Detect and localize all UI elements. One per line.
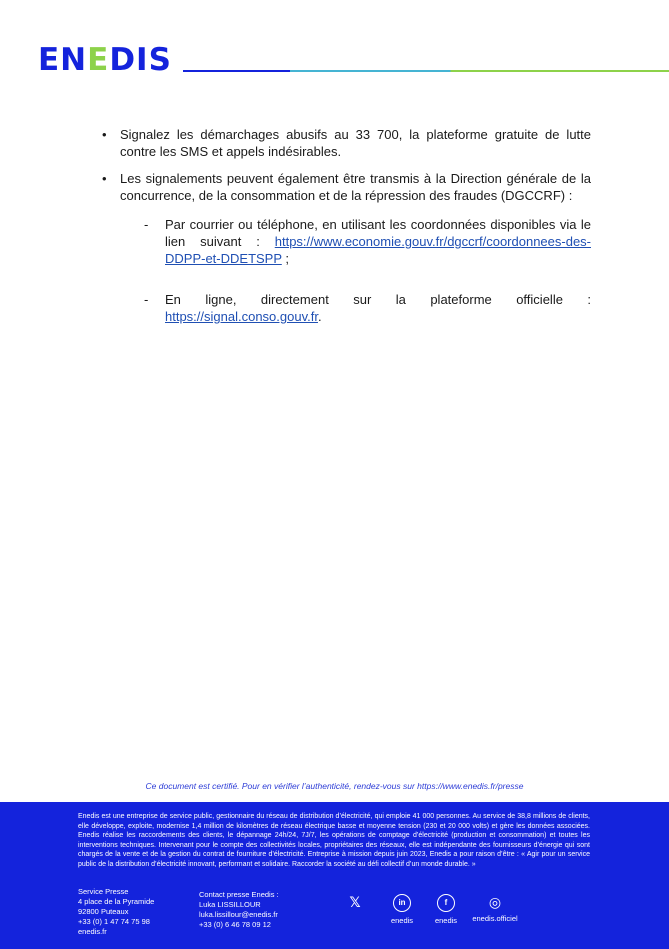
- punctuation: ;: [281, 251, 290, 266]
- sub-item-en-ligne: [120, 291, 591, 325]
- signal-conso-link[interactable]: https://signal.conso.gouv.fr: [165, 309, 318, 324]
- social-label: enedis.officiel: [472, 914, 518, 923]
- footer: [0, 802, 669, 949]
- contact-title: Contact presse Enedis :: [199, 890, 279, 899]
- contact-presse: [199, 890, 279, 930]
- punctuation: .: [317, 309, 322, 324]
- list-item: [96, 126, 591, 160]
- facebook-icon[interactable]: f: [437, 894, 455, 912]
- phone: +33 (0) 1 47 74 75 98: [78, 917, 150, 926]
- sub-item-courrier: [120, 216, 591, 267]
- bullet-text-33700: Signalez les démarchages abusifs au 33 700, la plateforme gratuite de lutte contre les SMS et appels indésirables.: [120, 127, 591, 159]
- contact-name: Luka LISSILLOUR: [199, 900, 261, 909]
- bullet-text-dgccrf: Les signalements peuvent également être transmis à la Direction générale de la concurrence, de la consommation et de la répression des fraudes (DGCCRF) :: [120, 171, 591, 203]
- sub-item-text: En ligne, directement sur la plateforme officielle :: [165, 292, 591, 307]
- social-instagram[interactable]: [460, 894, 530, 923]
- service-title: Service Presse: [78, 887, 129, 896]
- contact-email[interactable]: luka.lissillour@enedis.fr: [199, 910, 278, 919]
- address-line: 92800 Puteaux: [78, 907, 129, 916]
- contact-phone: +33 (0) 6 46 78 09 12: [199, 920, 271, 929]
- enedis-logo: ENEDIS: [38, 42, 172, 78]
- sub-item-text: Par courrier ou téléphone, en utilisant les coordonnées disponibles via le lien suivant :: [165, 217, 591, 249]
- linkedin-icon[interactable]: in: [393, 894, 411, 912]
- instagram-icon[interactable]: ◎: [488, 894, 502, 910]
- dgccrf-link[interactable]: https://www.economie.gouv.fr/dgccrf/coordonnees-des-DDPP-et-DDETSPP: [165, 234, 591, 266]
- address-line: 4 place de la Pyramide: [78, 897, 155, 906]
- list-item: [96, 170, 591, 325]
- website-link[interactable]: enedis.fr: [78, 927, 107, 936]
- certification-notice: Ce document est certifié. Pour en vérifier l’authenticité, rendez-vous sur https://www.enedis.fr/presse: [145, 781, 524, 791]
- x-icon[interactable]: 𝕏: [349, 894, 361, 910]
- social-label: enedis: [434, 916, 458, 925]
- service-presse: [78, 887, 154, 937]
- social-label: enedis: [390, 916, 414, 925]
- header-divider: [183, 70, 669, 72]
- footer-about: Enedis est une entreprise de service public, gestionnaire du réseau de distribution d’électricité, qui emploie 41 000 personnes. Au service de 38,8 millions de clients, elle développe, exploite, modernise 1,4 million de kilomètres de réseau électrique basse et moyenne tension (230 et 20 000 volts) et gère les données associées. Enedis réalise les raccordements des clients, le dépannage 24h/24, 7J/7, les opérations de comptage d’électricité (production et consommation) et toutes les interventions techniques. Intervenant pour le compte des collectivités locales, propriétaires des réseaux, elle est indépendante des fournisseurs d’énergie qui sont chargés de la vente et de la gestion du contrat de fourniture d’électricité. Entreprise à mission depuis juin 2023, Enedis a pour raison d’être : « Agir pour un service public de la distribution d’électricité innovant, performant et solidaire. Raccorder la société au défi collectif d’un monde durable. »: [78, 813, 590, 868]
- document-body: [96, 126, 591, 335]
